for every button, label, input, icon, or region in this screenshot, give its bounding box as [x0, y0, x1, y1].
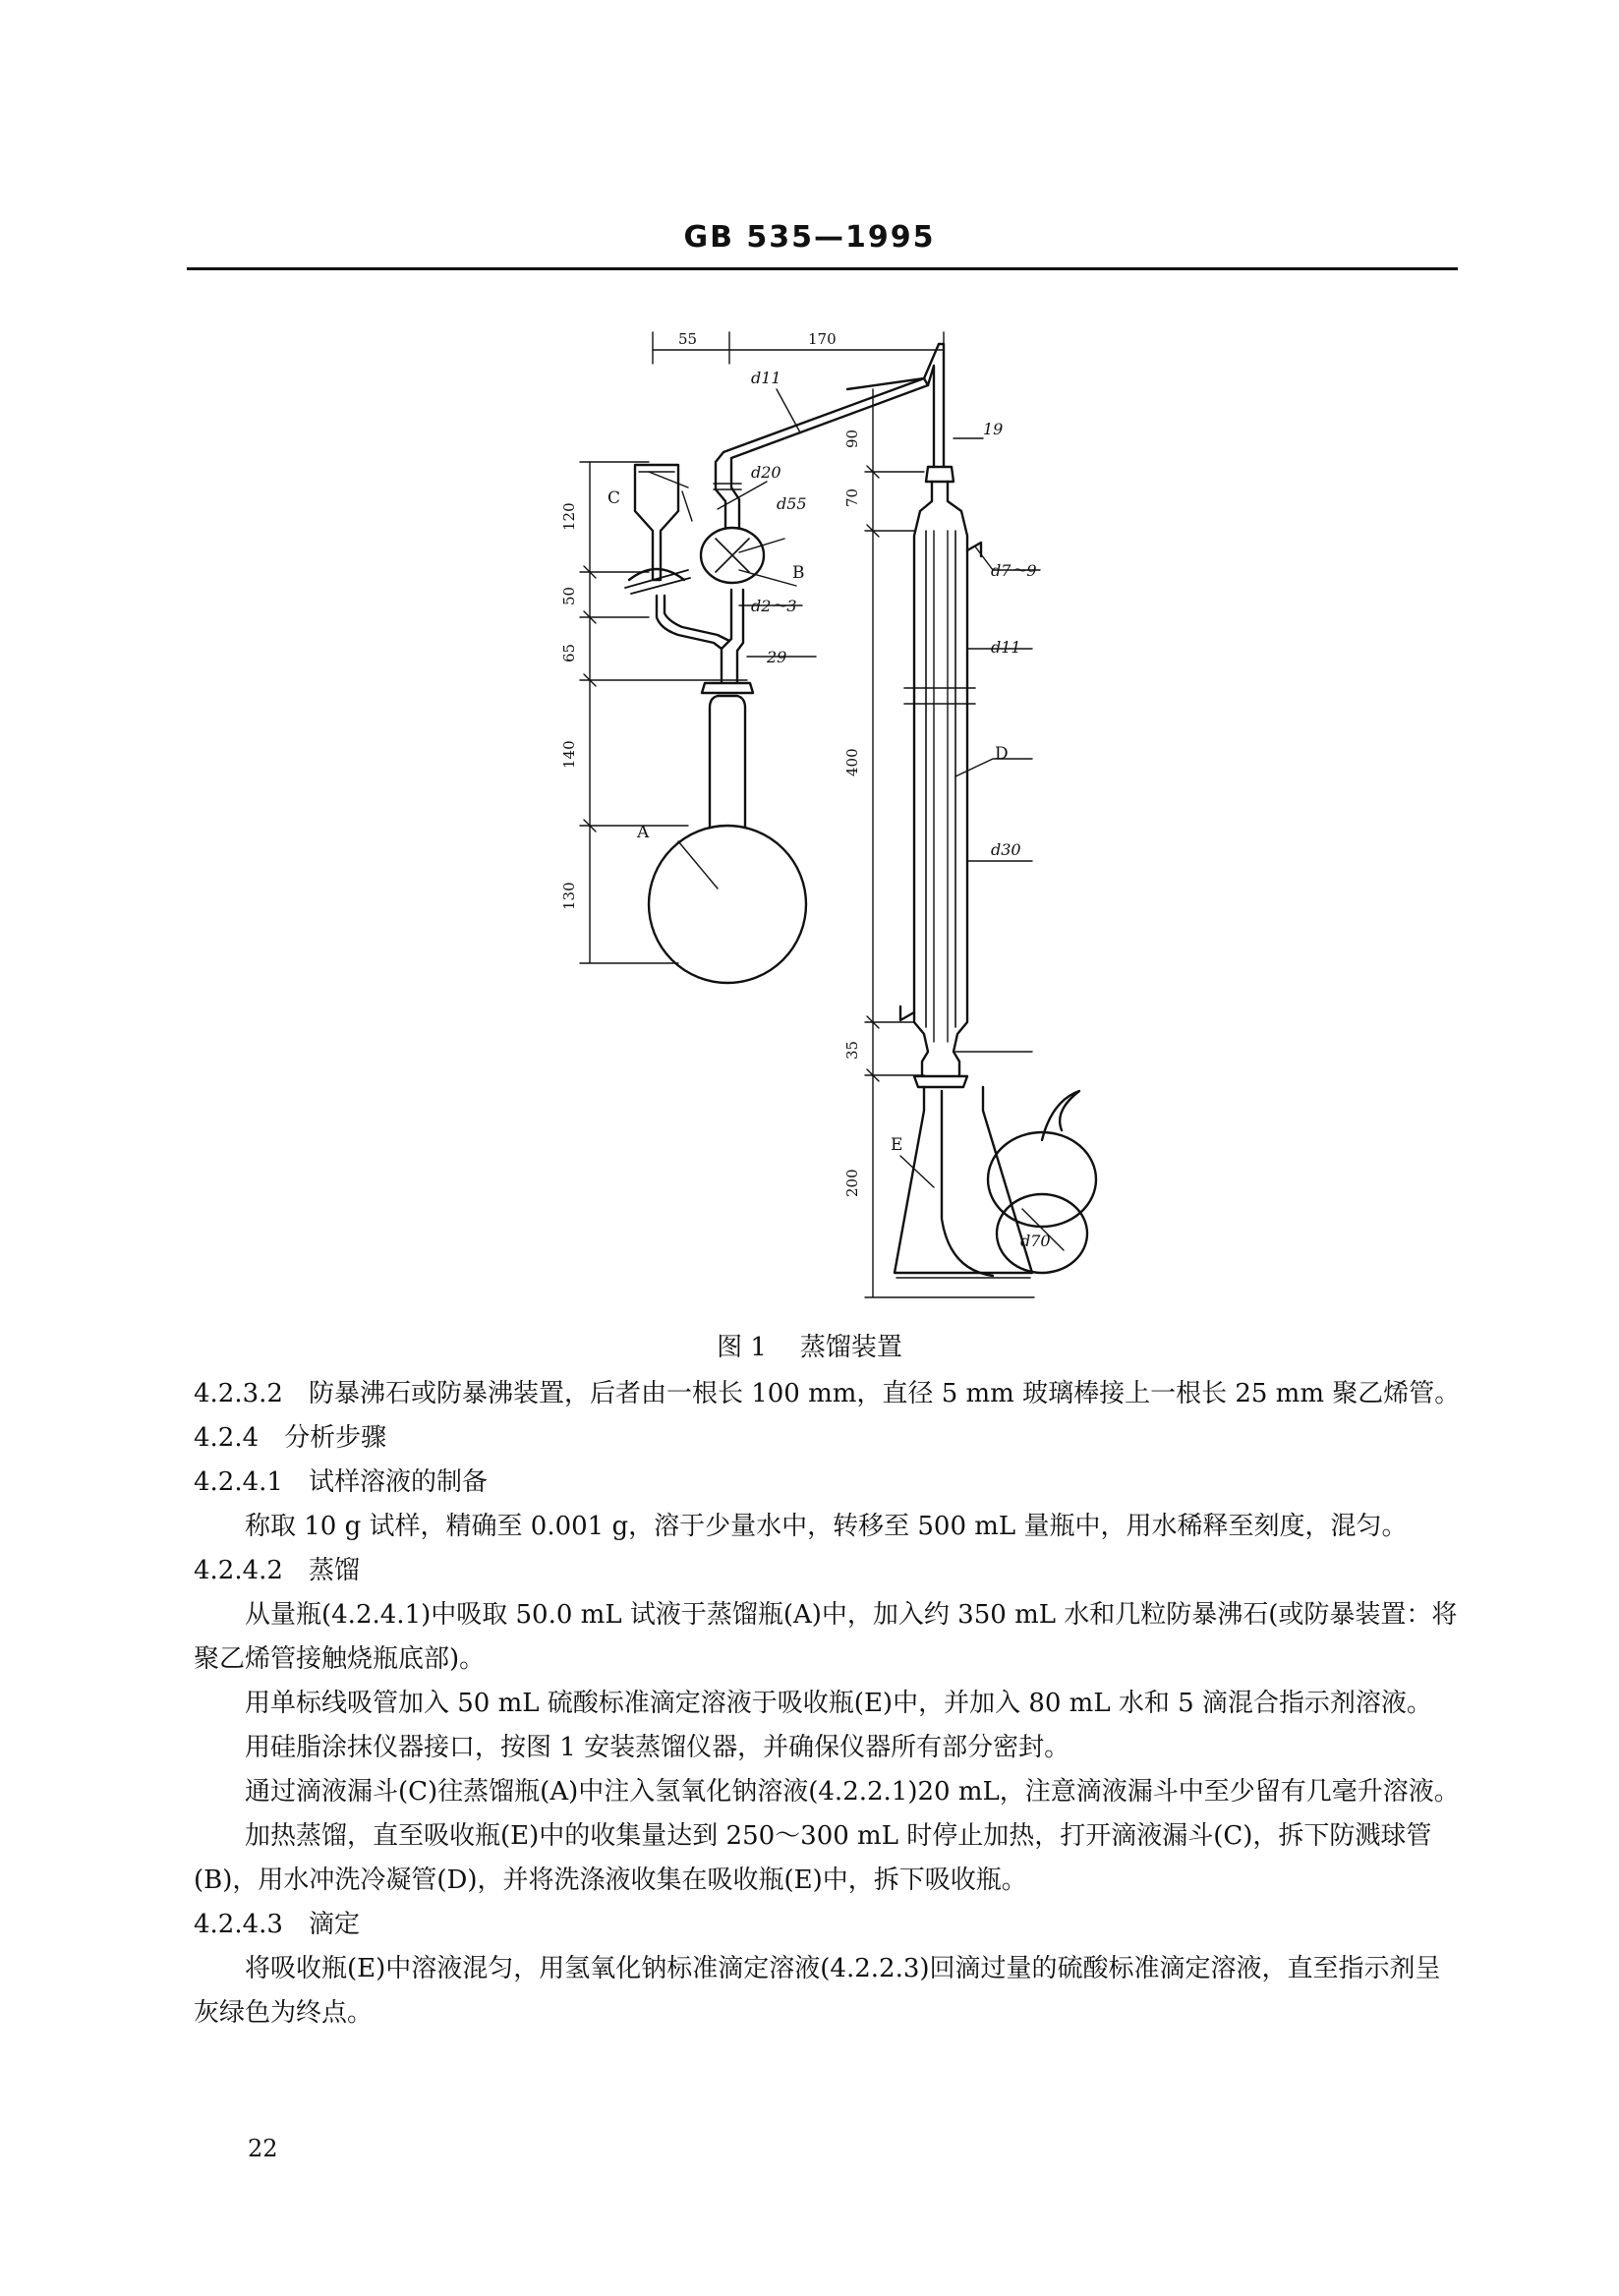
paragraph-distillation-2: 用单标线吸管加入 50 mL 硫酸标准滴定溶液于吸收瓶(E)中，并加入 80 mL 水和 5 滴混合指示剂溶液。: [245, 1689, 1432, 1718]
figure-number: 图 1: [717, 1333, 767, 1362]
label-d7-9: d7～9: [991, 561, 1037, 580]
dim-top-55: 55: [678, 330, 698, 348]
paragraph-distillation-4: 通过滴液漏斗(C)往蒸馏瓶(A)中注入氢氧化钠溶液(4.2.2.1)20 mL，注意滴液漏斗中至少留有几毫升溶液。: [245, 1777, 1460, 1807]
label-d30: d30: [991, 840, 1021, 859]
label-d2-3: d2～3: [751, 597, 797, 615]
label-b: B: [792, 563, 805, 583]
dim-left-65: 65: [560, 643, 578, 662]
round-bottom-flask-a: [649, 683, 806, 983]
label-a: A: [637, 823, 650, 842]
label-d70: d70: [1020, 1232, 1051, 1250]
heading-4-2-4: 4.2.4 分析步骤: [194, 1423, 387, 1453]
label-c: C: [607, 488, 621, 508]
label-e: E: [891, 1135, 903, 1155]
label-29: 29: [767, 648, 787, 666]
label-d11-mid: d11: [991, 638, 1021, 657]
heading-4-2-4-2: 4.2.4.2 蒸馏: [194, 1556, 360, 1585]
paragraph-distillation-3: 用硅脂涂抹仪器接口，按图 1 安装蒸馏仪器，并确保仪器所有部分密封。: [245, 1733, 1070, 1762]
connecting-tube: [847, 344, 944, 467]
figure-title: 蒸馏装置: [799, 1333, 902, 1362]
figure-caption: [0, 1327, 1619, 1363]
label-19: 19: [983, 420, 1004, 438]
label-d20: d20: [751, 463, 781, 482]
absorption-flask-e: [895, 1087, 1032, 1278]
dim-mid-35: 35: [843, 1040, 861, 1060]
heading-4-2-4-1: 4.2.4.1 试样溶液的制备: [194, 1467, 488, 1497]
paragraph-sample-preparation: 称取 10 g 试样，精确至 0.001 g，溶于少量水中，转移至 500 mL 量瓶中，用水稀释至刻度，混匀。: [245, 1512, 1408, 1541]
paragraph-distillation-5: 加热蒸馏，直至吸收瓶(E)中的收集量达到 250～300 mL 时停止加热，打开滴液漏斗(C)，拆下防溅球管(B)，用水冲洗冷凝管(D)，并将洗涤液收集在吸收瓶(E)中，拆下吸收瓶。: [194, 1821, 1432, 1895]
paragraph-distillation-1: 从量瓶(4.2.4.1)中吸取 50.0 mL 试液于蒸馏瓶(A)中，加入约 350 mL 水和几粒防暴沸石(或防暴装置：将聚乙烯管接触烧瓶底部)。: [194, 1600, 1458, 1674]
label-d: D: [995, 744, 1009, 764]
document-body: [194, 1372, 1462, 2036]
dim-top-170: 170: [808, 330, 837, 348]
dimension-lines: [580, 332, 1064, 1297]
document-header: GB 535—1995: [683, 220, 936, 255]
dim-left-120: 120: [560, 502, 578, 531]
dim-mid-200: 200: [843, 1169, 861, 1197]
dim-mid-90: 90: [843, 429, 861, 448]
dim-left-140: 140: [560, 740, 578, 769]
page-number: 22: [248, 2135, 278, 2162]
callout-labels: [751, 369, 1051, 1250]
heading-4-2-4-3: 4.2.4.3 滴定: [194, 1910, 360, 1939]
dim-mid-70: 70: [843, 488, 861, 507]
dim-left-130: 130: [560, 882, 578, 910]
dim-left-50: 50: [560, 586, 578, 605]
paragraph-titration: 将吸收瓶(E)中溶液混匀，用氢氧化钠标准滴定溶液(4.2.2.3)回滴过量的硫酸标准滴定溶液，直至指示剂呈灰绿色为终点。: [194, 1954, 1441, 2028]
dropping-funnel-c: [625, 465, 729, 649]
condenser-d: [900, 467, 981, 1087]
label-d55: d55: [777, 494, 807, 513]
label-d11-top: d11: [751, 369, 781, 387]
dim-mid-400: 400: [843, 748, 861, 776]
paragraph-4-2-3-2: 4.2.3.2 防暴沸石或防暴沸装置，后者由一根长 100 mm，直径 5 mm 玻璃棒接上一根长 25 mm 聚乙烯管。: [194, 1379, 1461, 1408]
